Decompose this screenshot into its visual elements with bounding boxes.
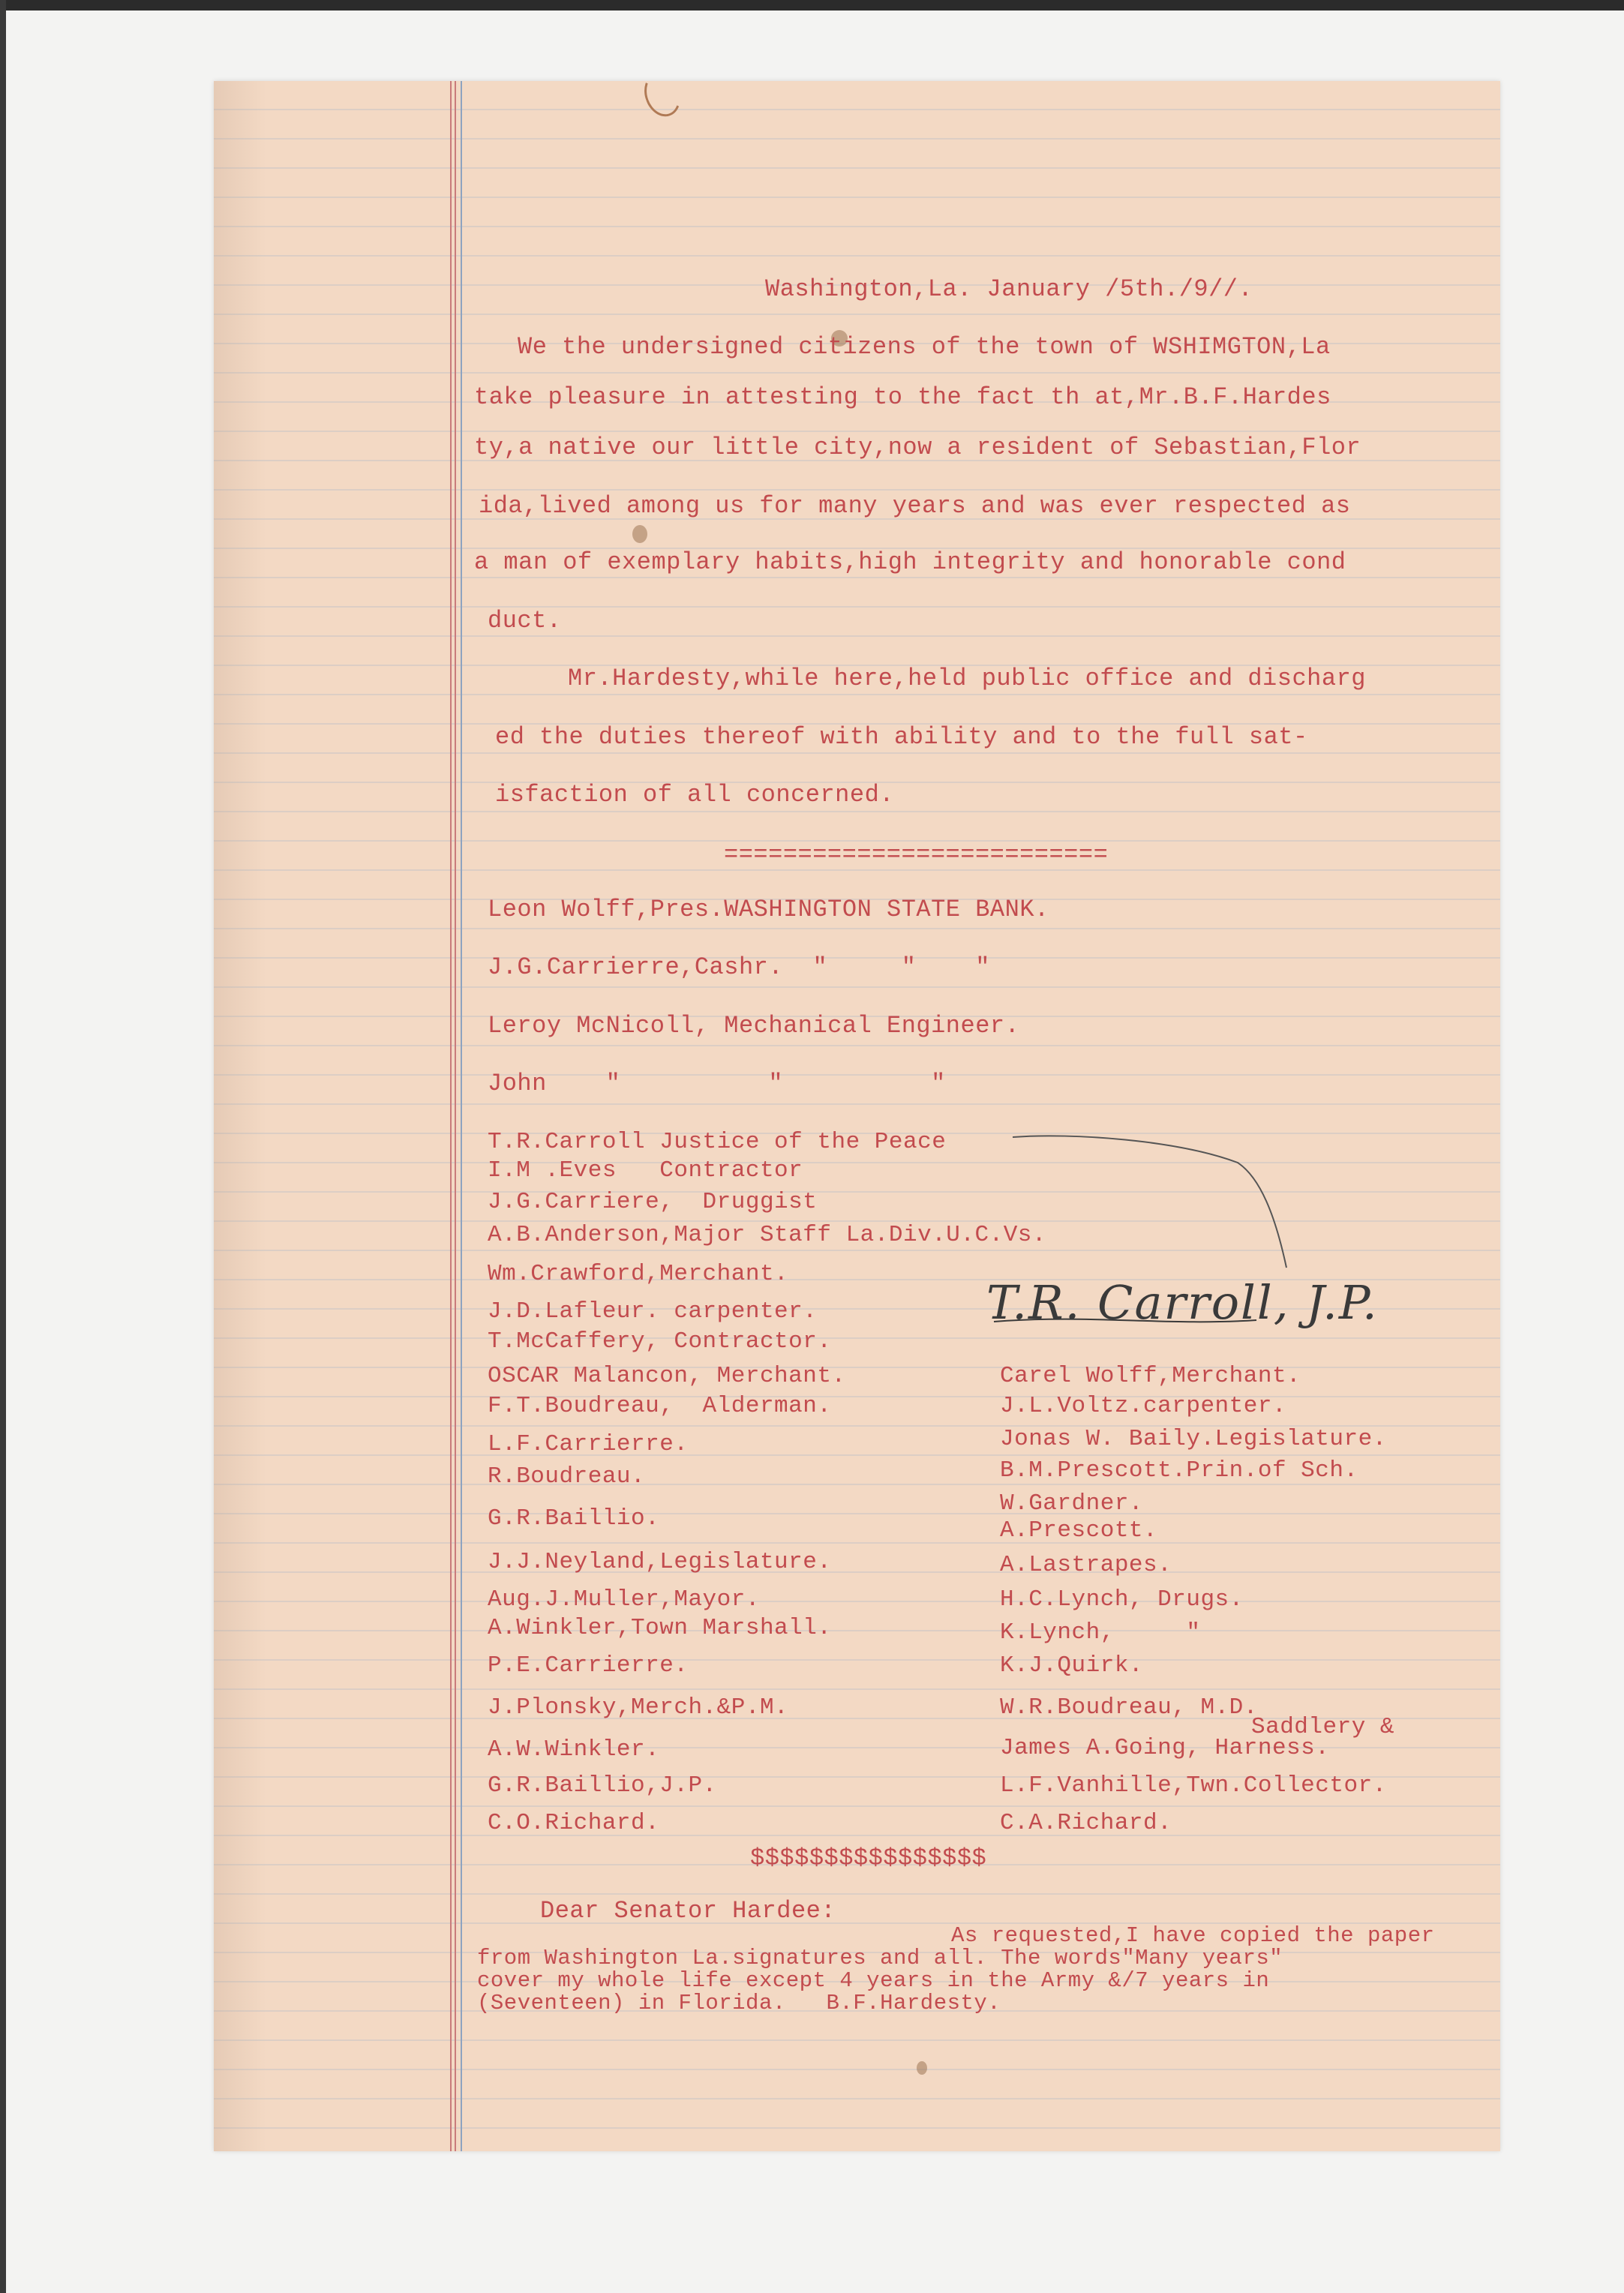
pencil-stroke [1013,1133,1298,1275]
dollar-separator: $$$$$$$$$$$$$$$$ [750,1844,987,1872]
signer-entry: A.Prescott. [1000,1517,1158,1544]
margin-rule [450,81,465,2151]
body-line: ed the duties thereof with ability and to the full sat- [495,723,1308,751]
signer-entry: L.F.Vanhille,Twn.Collector. [1000,1772,1387,1799]
signer-entry: J.G.Carriere, Druggist [488,1189,818,1215]
signer-entry: C.A.Richard. [1000,1810,1172,1836]
signer-entry: J.D.Lafleur. carpenter. [488,1298,818,1325]
body-line: ida,lived among us for many years and was ever respected as [479,492,1351,520]
signer-entry: T.McCaffery, Contractor. [488,1328,832,1355]
signer-entry: Wm.Crawford,Merchant. [488,1261,789,1287]
postscript-line: As requested,I have copied the paper [951,1923,1435,1948]
signer-entry: J.J.Neyland,Legislature. [488,1549,832,1575]
signer-entry: Leon Wolff,Pres.WASHINGTON STATE BANK. [488,896,1049,923]
postscript-line: from Washington La.signatures and all. The words"Many years" [477,1946,1283,1970]
signer-entry: W.R.Boudreau, M.D. [1000,1694,1258,1721]
signer-entry: A.Lastrapes. [1000,1552,1172,1578]
signer-entry: K.Lynch, " [1000,1619,1201,1646]
body-line: duct. [488,607,562,635]
postscript-line: cover my whole life except 4 years in the Army &/7 years in [477,1968,1270,1993]
ink-stain [632,525,647,543]
ink-stain [917,2061,927,2075]
body-line: We the undersigned citizens of the town of WSHIMGTON,La [518,333,1331,361]
signer-entry: OSCAR Malancon, Merchant. [488,1363,846,1389]
signer-entry: John " " " [488,1070,946,1097]
body-line: isfaction of all concerned. [495,781,894,809]
signer-entry: Carel Wolff,Merchant. [1000,1363,1301,1389]
body-line: ty,a native our little city,now a resident of Sebastian,Flor [474,434,1361,461]
signer-entry: G.R.Baillio. [488,1505,660,1532]
saddlery-note: Saddlery & [1251,1714,1395,1740]
signer-entry: H.C.Lynch, Drugs. [1000,1586,1244,1613]
signer-entry: G.R.Baillio,J.P. [488,1772,717,1799]
signer-entry: J.G.Carrierre,Cashr. " " " [488,953,990,981]
body-line: Mr.Hardesty,while here,held public office and discharg [568,665,1366,692]
signer-entry: A.B.Anderson,Major Staff La.Div.U.C.Vs. [488,1222,1047,1248]
signer-entry: J.Plonsky,Merch.&P.M. [488,1694,789,1721]
signer-entry: A.W.Winkler. [488,1736,660,1763]
letter-date: Washington,La. January /5th./9//. [765,275,1253,303]
scanner-top-edge [0,0,1624,11]
body-line: a man of exemplary habits,high integrity and honorable cond [474,548,1346,576]
separator-line: ========================== [724,841,1109,869]
postscript-line: (Seventeen) in Florida. B.F.Hardesty. [477,1991,1001,2015]
signer-entry: W.Gardner. [1000,1490,1144,1517]
signer-entry: I.M .Eves Contractor [488,1157,803,1184]
handwritten-signature [986,1260,1406,1343]
signer-entry: K.J.Quirk. [1000,1652,1144,1679]
signer-entry: L.F.Carrierre. [488,1431,689,1457]
body-line: take pleasure in attesting to the fact th at,Mr.B.F.Hardes [474,383,1331,411]
signer-entry: P.E.Carrierre. [488,1652,689,1679]
signer-entry: Leroy McNicoll, Mechanical Engineer. [488,1012,1020,1040]
signer-entry: R.Boudreau. [488,1463,646,1490]
signer-entry: J.L.Voltz.carpenter. [1000,1393,1287,1419]
signer-entry: B.M.Prescott.Prin.of Sch. [1000,1457,1358,1484]
signer-entry: Jonas W. Baily.Legislature. [1000,1426,1387,1452]
signer-entry: A.Winkler,Town Marshall. [488,1615,832,1641]
svg-text:T.R. Carroll, J.P.: T.R. Carroll, J.P. [986,1275,1379,1330]
signer-entry: C.O.Richard. [488,1810,660,1836]
signer-entry: Aug.J.Muller,Mayor. [488,1586,760,1613]
scanner-left-edge [0,0,6,2293]
signer-entry: James A.Going, Harness. [1000,1735,1330,1761]
signer-entry: T.R.Carroll Justice of the Peace [488,1129,947,1155]
salutation: Dear Senator Hardee: [540,1897,836,1925]
signer-entry: F.T.Boudreau, Alderman. [488,1393,832,1419]
